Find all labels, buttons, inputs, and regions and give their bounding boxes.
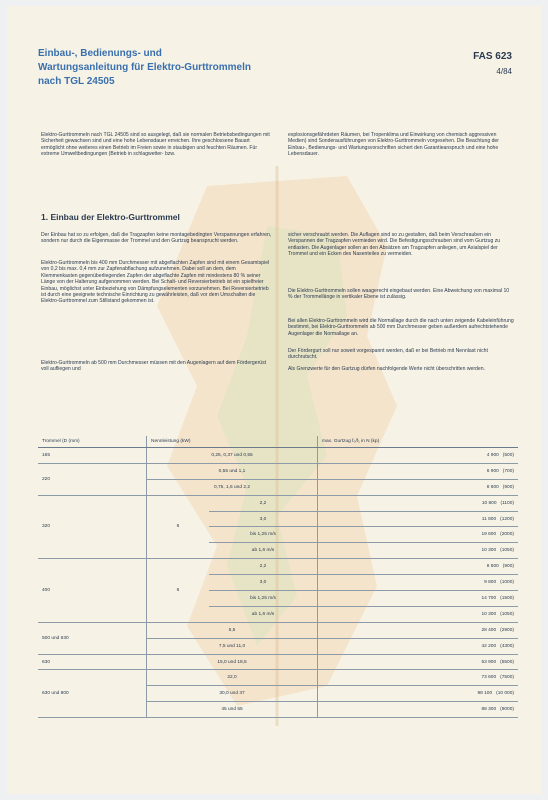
table-row: 0,75, 1,5 und 2,2 8 800 (900) xyxy=(38,479,518,495)
section-right-paragraph-1: sicher verschraubt werden. Die Auflagen sind so zu gestalten, daß beim Verschrauben ein Verspannen der Tragzapfen vermieden wird. Die Befestigungsschrauben sind vom Gurtzug zu entlasten. Die Augenlager sollen an den Absätzen am Tragzapfen anliegen, um Axialspiel der Trommel und ein Ecken des Nasenteiles zu vermeiden. xyxy=(288,232,501,258)
table-row: 220 0,55 und 1,1 6 900 (700) xyxy=(38,463,518,479)
section-right-paragraph-2: Die Elektro-Gurttrommeln sollen waagerecht eingebaut werden. Eine Abweichung von maximal 10 % der Trommellänge in vertikaler Ebene ist zulässig. xyxy=(288,288,510,301)
document-page xyxy=(7,6,541,794)
side-mark: 6 xyxy=(147,559,210,623)
table-row: 630 15,0 und 18,5 53 900 (5500) xyxy=(38,654,518,670)
table-header-row xyxy=(38,436,518,448)
section-right-paragraph-3: Bei allen Elektro-Gurttrommeln wird die Normallage durch die nach unten zeigende Kabeleinführung bestimmt, bei Elektro-Gurttrommeln ab 500 mm Durchmesser geben außerdem aufrechtstehende Augenlager die Normallage an. xyxy=(288,318,514,337)
section-right-paragraph-5: Als Grenzwerte für den Gurtzug dürfen nachfolgende Werte nicht überschritten werden. xyxy=(288,366,485,372)
intro-right-paragraph: explosionsgefährdeten Räumen, bei Tropenklima und Einwirkung von chemisch aggressiven Medien) sind Sonderausführungen von Elektro-Gurttrommeln vorgesehen. Die Beachtung der Einbau-, Bedienungs- und Wartungsvorschriften sichert den Garantieanspruch und eine hohe Lebensdauer. xyxy=(288,132,499,158)
table-row: ab 1,6 m/s 10 300 (1050) xyxy=(38,606,518,622)
title-line-2: Wartungsanleitung für Elektro-Gurttrommeln xyxy=(38,62,251,73)
table-row: ab 1,6 m/s 10 300 (1050) xyxy=(38,543,518,559)
section-left-paragraph-3: Elektro-Gurttrommeln ab 500 mm Durchmesser müssen mit den Augenlagern auf dem Fördergerüst voll aufliegen und xyxy=(41,360,267,373)
table-row: 630 und 800 22,0 73 600 (7500) xyxy=(38,670,518,686)
table-row: 500 und 630 5,5 28 400 (2900) xyxy=(38,622,518,638)
section-heading: 1. Einbau der Elektro-Gurttrommel xyxy=(41,212,180,222)
section-left-paragraph-1: Der Einbau hat so zu erfolgen, daß die Tragzapfen keine montagebedingten Verspannungen erfahren, sondern nur durch die Eigenmasse der Trommel und den Gurtzug beansprucht werden. xyxy=(41,232,272,245)
header-tension: max. Gurtzug f₀/f₁ in N (kp) xyxy=(318,436,519,448)
table-row: 3,0 9 800 (1000) xyxy=(38,575,518,591)
document-code: FAS 623 xyxy=(473,51,512,62)
document-date: 4/84 xyxy=(496,67,512,76)
table-row: bis 1,25 m/s 19 600 (2000) xyxy=(38,527,518,543)
belt-tension-table xyxy=(38,436,518,718)
header-power: Nennleistung (kW) xyxy=(147,436,318,448)
section-left-paragraph-2: Elektro-Gurttrommeln bis 400 mm Durchmesser mit abgeflachten Zapfen sind mit einem Gesamtspiel von 0,2 bis max. 0,4 mm zur Zapfenabflachung aufzunehmen. Dabei soll an dem, dem Klemmenkasten gegenüberliegenden Zapfen der abgeflachte Zapfen mit mindestens 80 % seiner Länge von der Halterung aufgenommen werden. Bei Schalt- und Reversierbetrieb ist ein spielfreier Einbau, möglichst unter Einbeziehung von Dämpfungselementen vorzunehmen. Bei Reversierbetrieb ist durch eine geeignete technische Einrichtung zu gewährleisten, daß vor dem Umschalten die Elektro-Gurttrommel zum Stillstand gekommen ist. xyxy=(41,260,270,305)
table-row: 3,0 11 800 (1200) xyxy=(38,511,518,527)
document-title xyxy=(38,47,318,89)
title-line-3: nach TGL 24505 xyxy=(38,76,115,87)
title-line-1: Einbau-, Bedienungs- und xyxy=(38,48,162,59)
table-row: 400 6 2,2 8 800 (900) xyxy=(38,559,518,575)
table-row: bis 1,25 m/s 14 700 (1500) xyxy=(38,591,518,607)
section-right-paragraph-4: Der Fördergurt soll nur soweit vorgespannt werden, daß er bei Betrieb mit Nennlast nicht durchrutscht. xyxy=(288,348,488,361)
header-drum: Trommel (D (mm) xyxy=(38,436,147,448)
table-row: 30,0 und 37 98 100 (10 000) xyxy=(38,686,518,702)
table-row: 165 0,25, 0,37 und 0,55 4 900 (500) xyxy=(38,448,518,464)
table-row: 7,5 und 11,0 42 200 (4300) xyxy=(38,638,518,654)
table-row: 320 6 2,2 10 800 (1100) xyxy=(38,495,518,511)
intro-left-paragraph: Elektro-Gurttrommeln nach TGL 24505 sind so ausgelegt, daß sie normalen Betriebsbedingungen mit Sicherheit gewachsen sind und eine hohe Lebensdauer erreichen. Ihre geschlossene Bauart ermöglicht ohne weiteres einen Betrieb im Freien sowie in staubigen und feuchten Räumen. Für extreme Umweltbedingungen (Betrieb in schlagwetter- bzw. xyxy=(41,132,270,158)
table-row: 45 und 55 88 300 (9000) xyxy=(38,702,518,718)
side-mark: 6 xyxy=(147,495,210,559)
